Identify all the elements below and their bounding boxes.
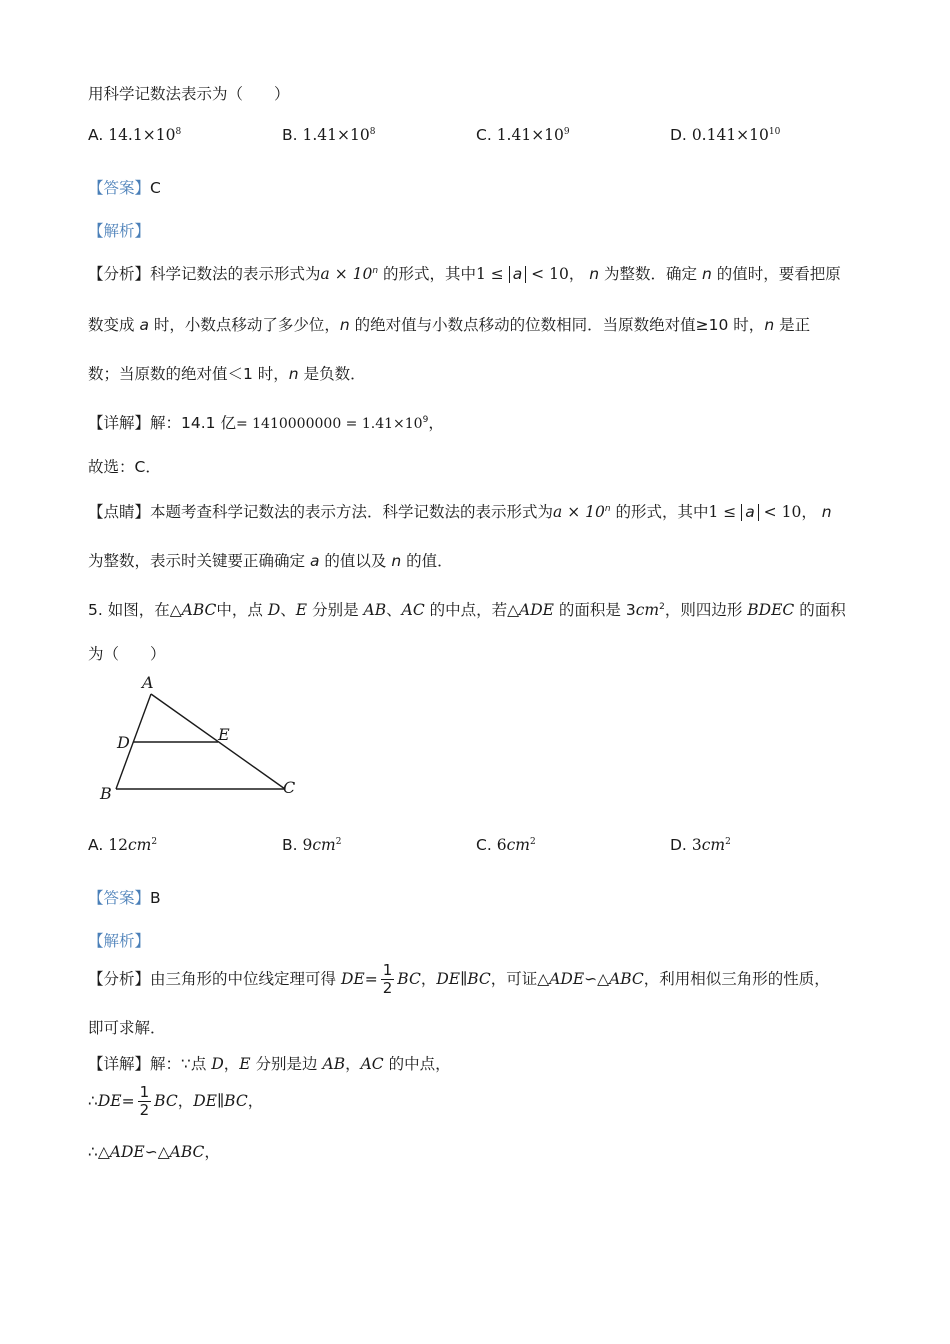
q5-stem-line2: 为（ ） [88,645,166,663]
q5-answer: 【答案】B [88,889,161,907]
fraction-half: $\frac{1}{2}$ [382,961,393,997]
q5-step2: ∴△ADE∽△ABC， [88,1143,220,1161]
q4-fenxi-line1: 【分析】科学记数法的表示形式为$a \times 10^n$ 的形式，其中1 ≤ a < 10， n 为整数．确定 n 的值时，要看把原 [88,265,841,283]
q4-xiangjie: 【详解】解：14.1 亿= $1410000000 = 1.41\times 10^9$， [88,414,444,432]
q5-fenxi-line1: 【分析】由三角形的中位线定理可得 DE= $\frac{1}{2}$ BC，DE∥BC，可证△ADE∽△ABC，利用相似三角形的性质， [88,961,830,997]
q4-answer: 【答案】C [88,179,161,197]
q5-fenxi-line2: 即可求解． [88,1019,166,1037]
label-B: B [100,784,112,803]
q4-dianjing-line2: 为整数，表示时关键要正确确定 a 的值以及 n 的值． [88,552,453,570]
label-C: C [283,778,296,797]
q4-fenxi-line3: 数；当原数的绝对值＜1 时，n 是负数． [88,365,366,383]
q4-guxuan: 故选：C． [88,458,161,476]
q4-option-c[interactable]: C. $1.41\times 10^9$ [476,126,570,144]
q5-option-b[interactable]: B. $9cm^2$ [282,836,342,854]
q4-fenxi-line2: 数变成 a 时，小数点移动了多少位，n 的绝对值与小数点移动的位数相同．当原数绝对值≥10 时，n 是正 [88,316,811,334]
q4-option-a[interactable]: A. $14.1\times 10^8$ [88,126,182,144]
triangle-figure [95,670,310,805]
q4-dianjing-line1: 【点睛】本题考查科学记数法的表示方法．科学记数法的表示形式为$a \times 10^n$ 的形式，其中1 ≤ a < 10， n [88,503,832,521]
q4-option-b[interactable]: B. $1.41\times 10^8$ [282,126,376,144]
q5-option-d[interactable]: D. $3cm^2$ [670,836,731,854]
fraction-half: $\frac{1}{2}$ [139,1083,150,1119]
q4-option-d[interactable]: D. $0.141\times 10^{10}$ [670,126,781,144]
label-D: D [117,733,130,752]
q5-option-a[interactable]: A. $12cm^2$ [88,836,158,854]
q5-xiangjie: 【详解】解：∵点 D，E 分别是边 AB，AC 的中点， [88,1055,451,1073]
q4-stem-tail: 用科学记数法表示为（ ） [88,85,290,103]
q5-option-c[interactable]: C. $6cm^2$ [476,836,536,854]
q5-step1: ∴DE= $\frac{1}{2}$ BC，DE∥BC， [88,1083,264,1119]
q5-analysis-tag: 【解析】 [88,932,151,950]
q4-analysis-tag: 【解析】 [88,222,151,240]
q5-stem-line1: 5. 如图，在△ABC中，点 D、E 分别是 AB、AC 的中点，若△ADE 的面积是 $3cm^2$，则四边形 BDEC 的面积 [88,601,846,619]
label-E: E [218,725,230,744]
label-A: A [142,673,154,692]
